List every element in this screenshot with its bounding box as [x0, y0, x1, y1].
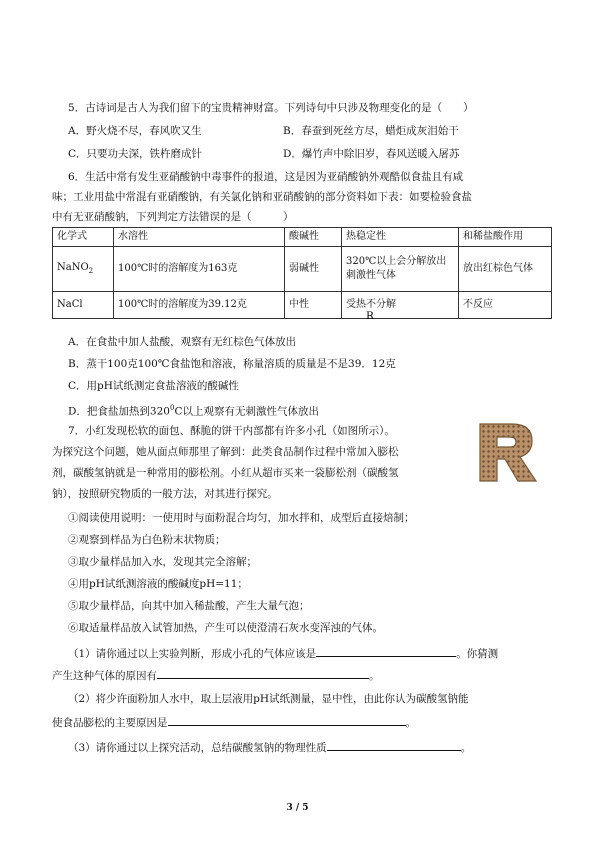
q6-option-d: D．把食盐加热到$320^0C$以上观察有无刺激性气体放出: [68, 404, 319, 418]
q6-option-b: B．蒸干100克100℃食盐饱和溶液，称量溶质的质量是不是39．12克: [68, 358, 396, 370]
answer-blank-physical-property[interactable]: [327, 739, 461, 751]
q6-option-a: A．在食盐中加人盐酸，观察有无红棕色气体放出: [68, 336, 297, 348]
q7-stem-line4: 钠），按照研究物质的一般方法，对其进行探究。: [52, 488, 278, 500]
q6-stem-line3: 中有无亚硝酸钠，下列判定方法错误的是（ ）: [52, 211, 294, 223]
q5-option-b: B．春蚕到死丝方尽，蜡炬成灰泪始干: [283, 125, 459, 137]
q7-part3-line1: （3）请你通过以上探究活动，总结碳酸氢钠的物理性质 。: [68, 739, 471, 755]
q7-step-5: ⑤取少量样品，向其中加入稀盐酸，产生大量气泡；: [68, 600, 310, 612]
q7-step-1: ①阅读使用说明：一使用时与面粉混合均匀，加水拌和，成型后直接焙制；: [68, 512, 415, 524]
q7-step-3: ③取少量样品加入水，发现其完全溶解；: [68, 556, 257, 568]
cell-solubility: 100℃时的溶解度为163克: [114, 247, 285, 292]
q7-stem-line3: 剂，碳酸氢钠就是一种常用的膨松剂。小红从超市买来一袋膨松剂（碳酸氢: [52, 467, 399, 479]
q5-option-a: A．野火烧不尽，春风吹又生: [68, 125, 202, 137]
q6-stem-line1: 6．生活中常有发生亚硝酸钠中毒事件的报道，这是因为亚硝酸钠外观酷似食盐且有咸: [68, 171, 464, 183]
answer-blank-reason[interactable]: [168, 714, 406, 726]
table-row: [53, 292, 552, 319]
q7-part1-line2: 产生这种气体的原因有 。: [52, 667, 380, 683]
header-stability: 热稳定性: [342, 228, 459, 247]
header-acidity: 酸碱性: [285, 228, 342, 247]
table-header-row: [53, 228, 552, 247]
cell-stability: 受热不分解: [342, 292, 459, 319]
answer-blank-gas[interactable]: [316, 645, 456, 657]
q7-part2-line1: （2）将少许面粉加人水中，取上层液用pH试纸测量，显中性，由此你认为碳酸氢钠能: [68, 693, 469, 705]
cell-formula: NaCl: [53, 292, 114, 319]
header-formula: 化学式: [53, 228, 114, 247]
header-solubility: 水溶性: [114, 228, 285, 247]
answer-blank-cause[interactable]: [157, 667, 369, 679]
cell-solubility: 100℃时的溶解度为39.12克: [114, 292, 285, 319]
header-acid-reaction: 和稀盐酸作用: [459, 228, 552, 247]
cell-stability: 320℃以上会分解放出刺激性气体: [342, 247, 459, 292]
page-number: 3 / 5: [286, 803, 309, 813]
q7-step-2: ②观察到样品为白色粉末状物质；: [68, 534, 226, 546]
cell-acid-reaction: 放出红棕色气体: [459, 247, 552, 292]
q7-stem-line1: 7．小红发现松软的面包、酥脆的饼干内部都有许多小孔（如图所示）。: [68, 425, 395, 437]
q7-step-4: ④用pH试纸测溶液的酸碱度pH=11；: [68, 578, 248, 590]
biscuit-letter-r-figure: [366, 310, 546, 485]
q5-option-c: C．只要功夫深，铁杵磨成针: [68, 148, 203, 160]
cell-formula: NaNO$_2$: [53, 247, 114, 292]
q5-option-d: D．爆竹声中除旧岁，春风送暖入屠苏: [283, 148, 460, 160]
figure-letter: R: [366, 310, 374, 322]
q6-stem-line2: 味；工业用盐中常混有亚硝酸钠，有关氯化钠和亚硝酸钠的部分资料如下表：如要检验食盐: [52, 191, 472, 203]
cell-acid-reaction: 不反应: [459, 292, 552, 319]
cell-acidity: 中性: [285, 292, 342, 319]
q7-part1-line1: （1）请你通过以上实验判断，形成小孔的气体应该是 。你猜测: [68, 645, 498, 661]
q6-option-c: C．用pH试纸测定食盐溶液的酸碱性: [68, 380, 239, 392]
cell-acidity: 弱碱性: [285, 247, 342, 292]
q7-part2-line2: 使食品膨松的主要原因是 。: [52, 714, 416, 730]
q7-stem-line2: 为探究这个问题，她从面点师那里了解到：此类食品制作过程中常加入膨松: [52, 446, 399, 458]
table-row: [53, 247, 552, 292]
q7-step-6: ⑥取适量样品放入试管加热，产生可以使澄清石灰水变浑浊的气体。: [68, 622, 383, 634]
q5-stem: 5．古诗词是古人为我们留下的宝贵精神财富。下列诗句中只涉及物理变化的是（ ）: [68, 102, 474, 114]
q6-data-table: [52, 227, 552, 319]
